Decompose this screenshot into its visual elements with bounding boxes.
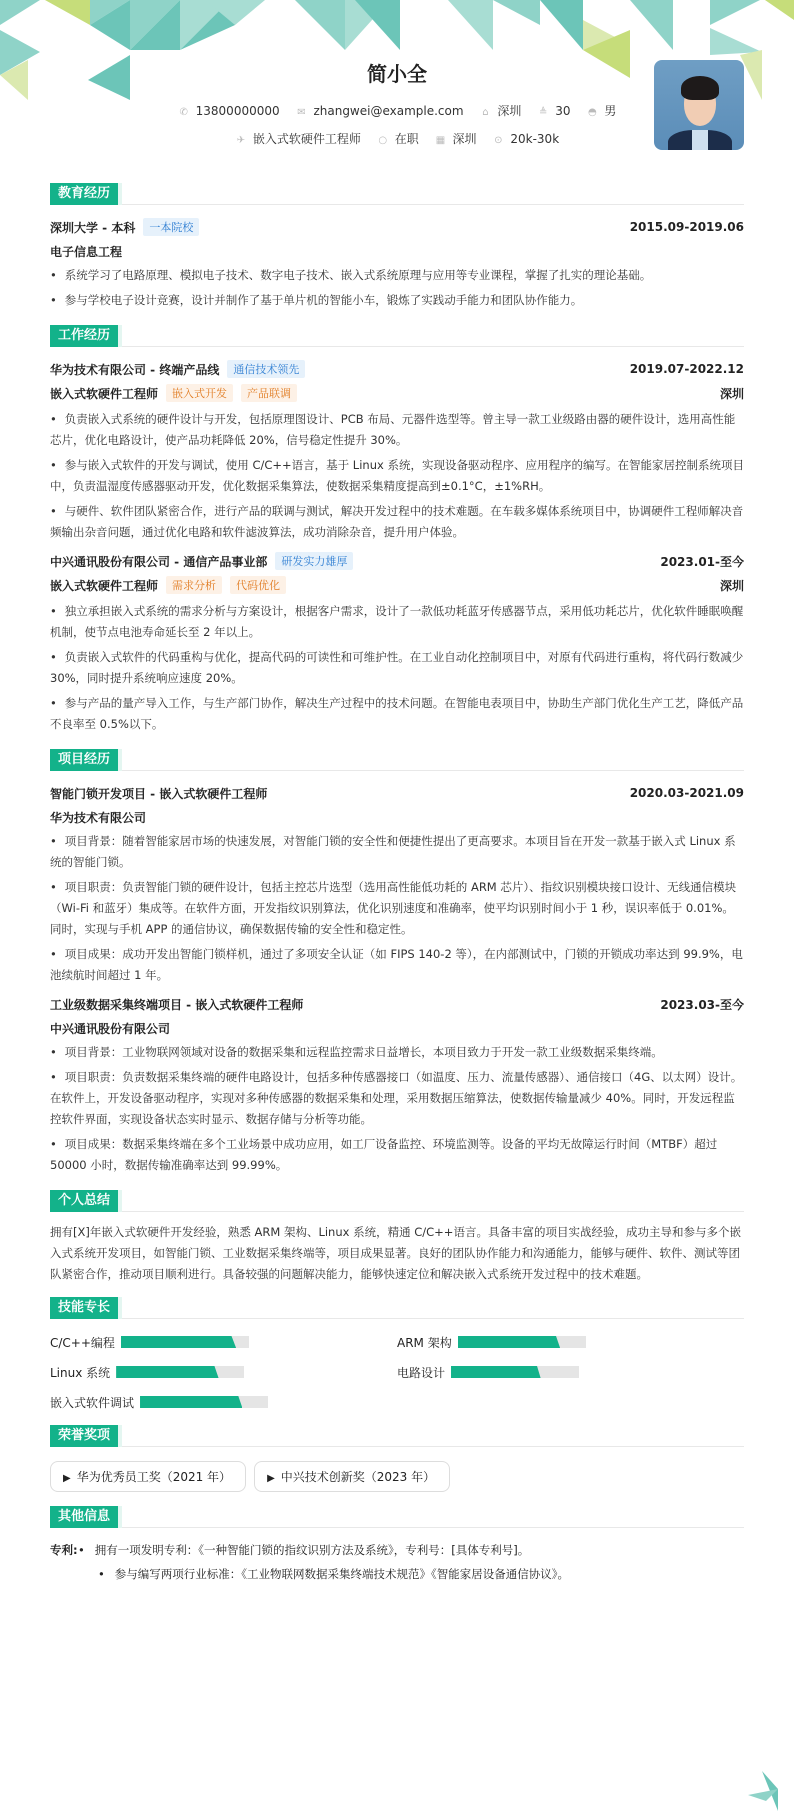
major: 电子信息工程 xyxy=(50,245,123,259)
list-item: • 项目背景：随着智能家居市场的快速发展，对智能门锁的安全性和便捷性提出了更高要求。本项目旨在开发一款基于嵌入式 Linux 系统的智能门锁。 xyxy=(50,831,744,873)
list-item: • 负责嵌入式系统的硬件设计与开发，包括原理图设计、PCB 布局、元器件选型等。曾主导一款工业级路由器的硬件设计，选用高性能芯片，优化电路设计，使产品功耗降低 20%，信号稳定性提升 30%。 xyxy=(50,409,744,451)
home-icon: ⌂ xyxy=(482,107,489,118)
work-section xyxy=(50,325,744,735)
list-item: • 参与编写两项行业标准：《工业物联网数据采集终端技术规范》《智能家居设备通信协议》。 xyxy=(98,1562,569,1586)
phone-icon: ✆ xyxy=(179,107,188,118)
position-info: ✈ 嵌入式软硬件工程师 xyxy=(236,132,361,146)
corner-decoration xyxy=(744,1767,784,1811)
project-entry xyxy=(50,781,744,986)
education-bullets xyxy=(50,265,744,311)
role-tag: 需求分析 xyxy=(166,576,222,594)
list-item: • 项目职责：负责智能门锁的硬件设计，包括主控芯片选型（选用高性能低功耗的 ARM 芯片）、指纹识别模块接口设计、无线通信模块（Wi-Fi 和蓝牙）集成等。在软件方面，开发指纹识别算法，优化识别速度和准确率，使平均识别时间小于 1 秒，误识率低于 0.01%。同时，实现与手机 APP 的通信协议，确保数据传输的安全性和稳定性。 xyxy=(50,877,744,940)
skill-bar xyxy=(458,1336,586,1348)
list-item: • 项目成果：数据采集终端在多个工业场景中成功应用，如工厂设备监控、环境监测等。设备的平均无故障运行时间（MTBF）超过 50000 小时，数据传输准确率达到 99.99%。 xyxy=(50,1134,744,1176)
company-name: 华为技术有限公司 - 终端产品线 xyxy=(50,362,220,377)
project-entry xyxy=(50,992,744,1176)
role-name: 嵌入式软硬件工程师 xyxy=(50,578,159,593)
section-title: 技能专长 xyxy=(50,1297,118,1319)
list-item: • 系统学习了电路原理、模拟电子技术、数字电子技术、嵌入式系统原理与应用等专业课程，掌握了扎实的理论基础。 xyxy=(50,265,744,286)
school-name: 深圳大学 - 本科 xyxy=(50,220,136,235)
role-tag: 嵌入式开发 xyxy=(166,384,233,402)
work-entry xyxy=(50,549,744,735)
summary-section xyxy=(50,1190,744,1285)
skill-bar xyxy=(121,1336,249,1348)
skill-item: Linux 系统 xyxy=(50,1363,397,1381)
phone-info: ✆ 13800000000 xyxy=(179,104,280,118)
position-icon: ✈ xyxy=(236,135,246,146)
work-city: 深圳 xyxy=(719,386,744,401)
company-tag: 研发实力雄厚 xyxy=(275,552,353,570)
list-item: • 拥有一项发明专利：《一种智能门锁的指纹识别方法及系统》，专利号：[具体专利号]。 xyxy=(78,1538,569,1562)
list-item: • 负责嵌入式软件的代码重构与优化，提高代码的可读性和可维护性。在工业自动化控制项目中，对原有代码进行重构，将代码行数减少 30%，同时提升系统响应速度 20%。 xyxy=(50,647,744,689)
company-name: 中兴通讯股份有限公司 - 通信产品事业部 xyxy=(50,554,268,569)
section-title: 其他信息 xyxy=(50,1506,118,1528)
skill-item: 嵌入式软件调试 xyxy=(50,1393,397,1411)
section-title: 工作经历 xyxy=(50,325,118,347)
email-icon: ✉ xyxy=(297,107,306,118)
role-name: 嵌入式软硬件工程师 xyxy=(50,386,159,401)
list-item: • 与硬件、软件团队紧密合作，进行产品的联调与测试，解决开发过程中的技术难题。在车载多媒体系统项目中，协调硬件工程师解决音频输出杂音问题，通过优化电路和软件滤波算法，成功消除杂音，提升用户体验。 xyxy=(50,501,744,543)
gender-info: ◓ 男 xyxy=(587,104,617,118)
list-item: • 参与嵌入式软件的开发与调试，使用 C/C++语言，基于 Linux 系统，实现设备驱动程序、应用程序的编写。在智能家居控制系统项目中，负责温湿度传感器驱动开发，优化数据采集算法，使数据采集精度提高到±0.1°C，±1%RH。 xyxy=(50,455,744,497)
list-item: • 独立承担嵌入式系统的需求分析与方案设计，根据客户需求，设计了一款低功耗蓝牙传感器节点，采用低功耗芯片，优化软件睡眠唤醒机制，使节点电池寿命延长至 2 年以上。 xyxy=(50,601,744,643)
awards-list xyxy=(50,1457,744,1492)
location-info: ⌂ 深圳 xyxy=(479,102,521,119)
project-company: 华为技术有限公司 xyxy=(50,811,147,825)
triangle-icon: ▶ xyxy=(63,1473,71,1484)
gender-icon: ◓ xyxy=(587,107,597,118)
email-info: ✉ zhangwei@example.com xyxy=(297,104,464,118)
status-icon: ○ xyxy=(378,135,388,146)
other-section xyxy=(50,1506,744,1586)
skill-bar xyxy=(140,1396,268,1408)
list-item: • 项目职责：负责数据采集终端的硬件电路设计，包括多种传感器接口（如温度、压力、流量传感器）、通信接口（4G、以太网）设计。在软件上，开发设备驱动程序，实现对多种传感器的数据采集和处理，采用数据压缩算法，使数据传输量减少 40%。同时，开发远程监控软件界面，实现设备状态实时显示、数据存储与分析等功能。 xyxy=(50,1067,744,1130)
school-tag: 一本院校 xyxy=(143,218,199,236)
role-tag: 代码优化 xyxy=(230,576,286,594)
list-item: • 参与学校电子设计竞赛，设计并制作了基于单片机的智能小车，锻炼了实践动手能力和团队协作能力。 xyxy=(50,290,744,311)
skill-bar xyxy=(451,1366,579,1378)
work-city: 深圳 xyxy=(719,578,744,593)
list-item: • 参与产品的量产导入工作，与生产部门协作，解决生产过程中的技术问题。在智能电表项目中，协助生产部门优化生产工艺，降低产品不良率至 0.5%以下。 xyxy=(50,693,744,735)
section-title: 项目经历 xyxy=(50,749,118,771)
skill-bar xyxy=(116,1366,244,1378)
project-title: 智能门锁开发项目 - 嵌入式软硬件工程师 xyxy=(50,786,268,801)
avatar xyxy=(654,60,744,150)
award-item: ▶ 中兴技术创新奖（2023 年） xyxy=(254,1461,450,1492)
section-title: 教育经历 xyxy=(50,183,118,205)
salary-info: ⊙ 20k-30k xyxy=(494,132,560,146)
role-tag: 产品联调 xyxy=(241,384,297,402)
city-icon: ▦ xyxy=(435,135,446,146)
patent-info xyxy=(50,1538,744,1586)
education-header xyxy=(50,215,744,239)
job-intention-row xyxy=(50,130,744,147)
skills-grid xyxy=(50,1329,744,1411)
city-info: ▦ 深圳 xyxy=(435,132,477,146)
skill-item: 电路设计 xyxy=(397,1363,744,1381)
company-tag: 通信技术领先 xyxy=(227,360,305,378)
patent-label: 专利: xyxy=(50,1543,78,1557)
awards-section xyxy=(50,1425,744,1492)
section-title: 个人总结 xyxy=(50,1190,118,1212)
salary-icon: ⊙ xyxy=(494,135,503,146)
list-item: • 项目成果：成功开发出智能门锁样机，通过了多项安全认证（如 FIPS 140-2 等），在内部测试中，门锁的开锁成功率达到 99.9%，电池续航时间超过 1 年。 xyxy=(50,944,744,986)
work-period: 2019.07-2022.12 xyxy=(629,362,744,376)
section-title: 荣誉奖项 xyxy=(50,1425,118,1447)
project-period: 2020.03-2021.09 xyxy=(629,786,744,800)
education-period: 2015.09-2019.06 xyxy=(629,220,744,234)
contact-info-row xyxy=(50,102,744,119)
skill-item: C/C++编程 xyxy=(50,1333,397,1351)
project-title: 工业级数据采集终端项目 - 嵌入式软硬件工程师 xyxy=(50,997,304,1012)
work-entry xyxy=(50,357,744,543)
award-item: ▶ 华为优秀员工奖（2021 年） xyxy=(50,1461,246,1492)
summary-text: 拥有[X]年嵌入式软硬件开发经验，熟悉 ARM 架构、Linux 系统，精通 C/C++语言。具备丰富的项目实战经验，成功主导和参与多个嵌入式系统开发项目，如智能门锁、工业数据采集终端等，项目成果显著。良好的团队协作能力和沟通能力，能够与硬件、软件、测试等团队紧密合作，推动项目顺利进行。具备较强的问题解决能力，能够快速定位和解决嵌入式系统开发过程中的技术难题。 xyxy=(50,1225,741,1281)
triangle-icon: ▶ xyxy=(267,1473,275,1484)
skill-item: ARM 架构 xyxy=(397,1333,744,1351)
project-company: 中兴通讯股份有限公司 xyxy=(50,1022,171,1036)
resume-header xyxy=(50,0,744,175)
education-section xyxy=(50,183,744,311)
skills-section xyxy=(50,1297,744,1411)
candidate-name: 简小全 xyxy=(367,62,427,86)
age-icon: ≜ xyxy=(539,107,548,118)
projects-section xyxy=(50,749,744,1176)
list-item: • 项目背景：工业物联网领域对设备的数据采集和远程监控需求日益增长，本项目致力于开发一款工业级数据采集终端。 xyxy=(50,1042,744,1063)
project-period: 2023.03-至今 xyxy=(660,997,744,1012)
age-info: ≜ 30 xyxy=(539,104,571,118)
work-period: 2023.01-至今 xyxy=(660,554,744,569)
status-info: ○ 在职 xyxy=(378,132,419,146)
